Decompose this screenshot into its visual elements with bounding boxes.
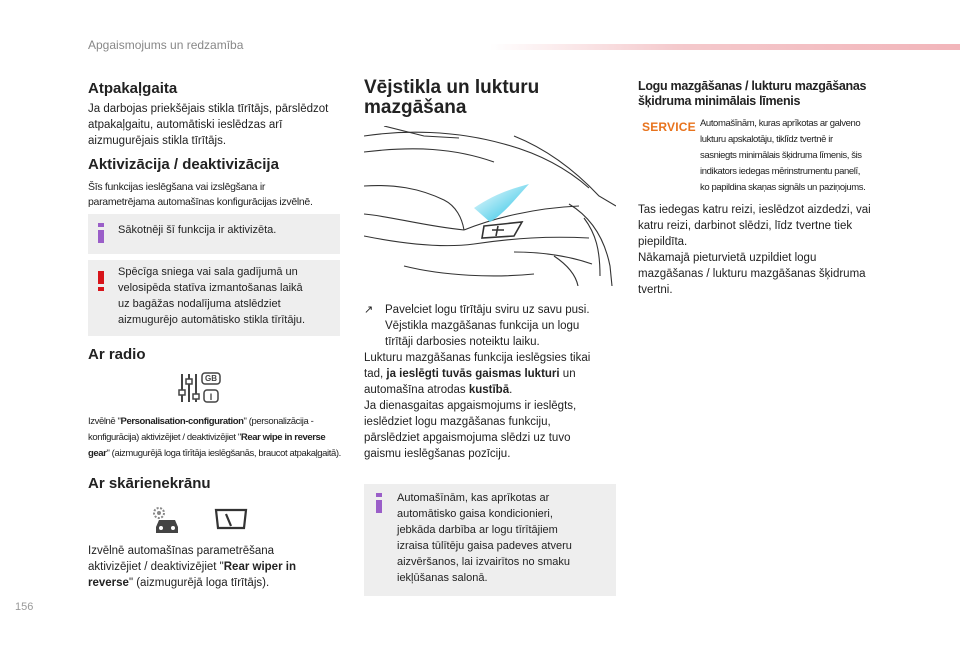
service-warning-icon: SERVICE xyxy=(642,120,696,134)
radio-text: Izvēlnē "Personalisation-configuration" (personalizācija - konfigurācija) aktivizējiet / deaktivizējiet "Rear wipe in reverse gear" (aizmugurējā loga tīrītāja ieslēgšanās, braucot atpakaļgaitā). xyxy=(88,416,341,459)
washing-title: Vējstikla un lukturu mazgāšana xyxy=(364,77,540,118)
washing-description: Lukturu mazgāšanas funkcija ieslēgsies tikai tad, ja ieslēgti tuvās gaismas lukturi un automašīna atrodas kustībā. Ja dienasgaitas apgaismojums ir ieslēgts, ieslēdziet logu mazgāšanas funkciju, pārslēdziet apgaismojuma slēdzi uz tuvo gaismu ieslēgšanas pozīciju. xyxy=(364,352,591,460)
activation-text: Šīs funkcijas ieslēgšana vai izslēgšana ir parametrējama automašīnas konfigurācijas izvēlnē. xyxy=(88,181,313,208)
info-note-default xyxy=(88,214,340,254)
bullet-arrow-icon: ↗ xyxy=(364,304,374,316)
info-icon xyxy=(372,492,386,514)
activation-title: Aktivizācija / deaktivizācija xyxy=(88,156,279,173)
warning-exclamation-icon xyxy=(94,270,108,292)
touchscreen-text: Izvēlnē automašīnas parametrēšana aktivizējiet / deaktivizējiet "Rear wiper in reverse" (aizmugurējā loga tīrītājs). xyxy=(88,545,296,589)
info-note-air-conditioning xyxy=(364,484,616,596)
rear-wiper-icon xyxy=(214,507,248,531)
info-note-text: Sākotnēji šī funkcija ir aktivizēta. xyxy=(118,224,277,236)
radio-title: Ar radio xyxy=(88,346,146,363)
gb-flag-label: GB xyxy=(205,374,217,383)
warning-note-text: Spēcīga sniega vai sala gadījumā un velosipēda statīva izmantošanas laikā uz bagāžas nodalījuma atslēdziet aizmugurējo automātisko stikla tīrītāju. xyxy=(118,266,306,326)
warning-note-snow xyxy=(88,260,340,336)
washing-bullet-text: ↗ Pavelciet logu tīrītāju sviru uz savu pusi. Vējstikla mazgāšanas funkcija un logu tīrītāji darbosies noteiktu laiku. xyxy=(364,304,590,348)
page-number: 156 xyxy=(15,601,34,613)
service-text: Automašīnām, kuras aprīkotas ar galveno lukturu apskalotāju, tiklīdz tvertnē ir sasniegts minimālais šķidruma līmenis, šis indikators iedegas mērinstrumentu panelī, ko papildina skaņas signāls un paziņojums. xyxy=(700,118,866,193)
header-accent-bar xyxy=(490,44,960,50)
car-front-headlamp-washer-illustration xyxy=(364,126,616,286)
fluid-level-title: Logu mazgāšanas / lukturu mazgāšanas šķidruma minimālais līmenis xyxy=(638,79,867,108)
reverse-text: Ja darbojas priekšējais stikla tīrītājs, pārslēdzot atpakaļgaitu, automātiski ieslēdzas arī aizmugurējais stikla tīrītājs. xyxy=(88,103,329,147)
page-header-title: Apgaismojums un redzamība xyxy=(88,38,244,52)
fluid-level-text: Tas iedegas katru reizi, ieslēdzot aizdedzi, vai katru reizi, darbinot slēdzi, līdz tvertne tiek piepildīta. Nākamajā pieturvietā uzpildiet logu mazgāšanas / lukturu mazgāšanas šķidruma tvertni. xyxy=(638,204,871,296)
vehicle-settings-icon xyxy=(150,505,184,535)
info-note-text: Automašīnām, kas aprīkotas ar automātisko gaisa kondicionieri, jebkāda darbība ar logu tīrītājiem izraisa tūlītēju gaisa padeves atveru aizvēršanos, lai izvairītos no smaku iekļūšanas salonā. xyxy=(397,492,572,584)
info-icon xyxy=(94,222,108,244)
reverse-title: Atpakaļgaita xyxy=(88,80,178,97)
touchscreen-title: Ar skārienekrānu xyxy=(88,475,211,492)
i-flag-label: I xyxy=(209,392,213,402)
